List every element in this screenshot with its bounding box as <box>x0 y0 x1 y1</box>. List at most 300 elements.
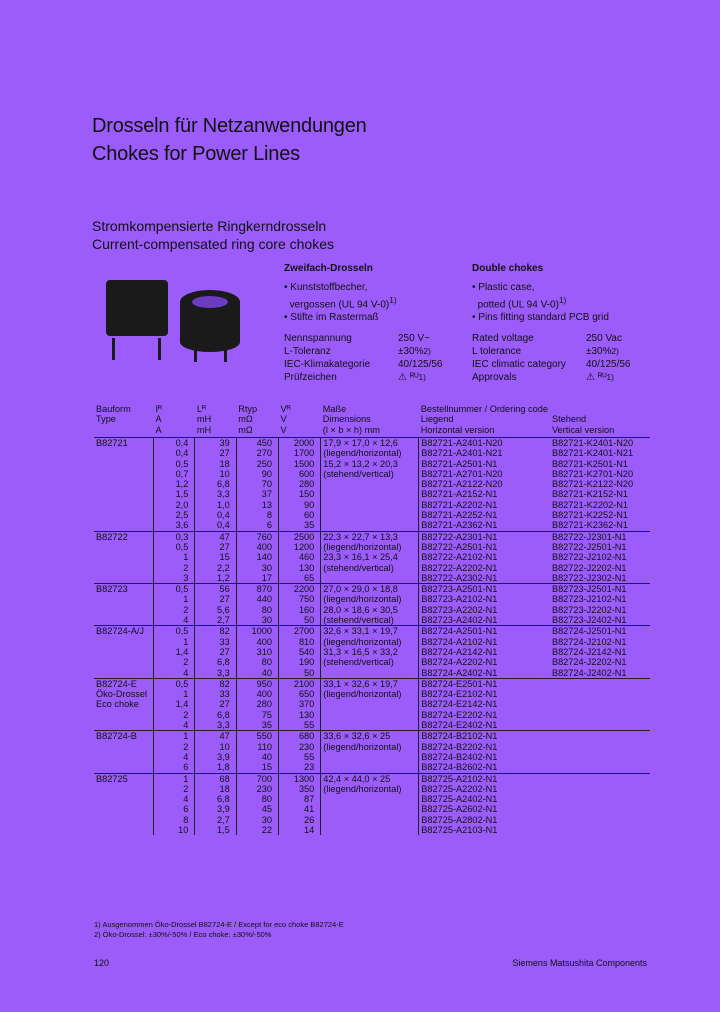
cell-dimensions <box>321 510 419 520</box>
cell-vertical-code <box>550 815 650 825</box>
cell-voltage: 2500 <box>279 531 321 542</box>
cell-dimensions: (liegend/horizontal) <box>321 742 419 752</box>
english-spec-title: Double chokes <box>472 263 544 274</box>
cell-current: 0,5 <box>153 678 194 689</box>
cell-voltage: 1300 <box>279 773 321 784</box>
cell-dimensions <box>321 520 419 531</box>
cell-dimensions: 27,0 × 29,0 × 18,8 <box>321 584 419 595</box>
cell-type <box>94 742 153 752</box>
company-name: Siemens Matsushita Components <box>512 958 647 968</box>
cell-vertical-code: B82721-K2701-N20 <box>551 468 634 479</box>
cell-horizontal-code: B82724-B2602-N1 <box>419 762 550 773</box>
german-approvals-sup: 1) <box>418 372 426 383</box>
table-row <box>94 520 650 531</box>
cell-horizontal-code: B82721-A2501-N1 <box>419 459 550 469</box>
cell-voltage: 2000 <box>279 438 321 449</box>
cell-resistance: 75 <box>236 710 278 720</box>
cell-vertical-code <box>550 773 650 784</box>
cell-voltage: 130 <box>279 563 321 573</box>
cell-type: B82724-B <box>94 731 153 742</box>
cell-horizontal-code: B82724-A2202-N1 <box>419 657 550 667</box>
cell-dimensions <box>321 668 419 679</box>
cell-current: 0,4 <box>153 438 194 449</box>
cell-horizontal-code: B82724-B2202-N1 <box>419 742 550 752</box>
cell-vertical-code: B82721-K2401-N21 <box>551 448 634 459</box>
cell-current: 0,5 <box>153 626 194 637</box>
cell-voltage: 600 <box>279 469 321 479</box>
page-title-english: Chokes for Power Lines <box>92 143 300 165</box>
cell-horizontal-code: B82721-A2252-N1 <box>419 510 550 520</box>
cell-type <box>94 752 153 762</box>
cell-dimensions <box>321 794 419 804</box>
header-line: Bestellnummer / Ordering code <box>420 404 548 414</box>
cell-dimensions: 22,3 × 22,7 × 13,3 <box>321 531 419 542</box>
cell-current: 0,3 <box>153 531 194 542</box>
cell-voltage: 87 <box>279 794 321 804</box>
cell-inductance: 0,4 <box>195 520 236 531</box>
cell-horizontal-code: B82725-A2602-N1 <box>419 804 550 814</box>
cell-horizontal-code: B82721-A2401-N21 <box>419 448 550 458</box>
table-row <box>94 510 650 520</box>
cell-type <box>94 605 153 615</box>
header-line: mΩ <box>238 424 253 435</box>
header-line: V <box>280 414 287 425</box>
cell-vertical-code <box>550 699 650 709</box>
cell-resistance: 400 <box>236 637 278 647</box>
cell-type <box>94 563 153 573</box>
cell-inductance: 39 <box>195 438 236 449</box>
cell-type <box>94 469 153 479</box>
cell-vertical-code: B82724-J2501-N1 <box>550 626 650 637</box>
cell-vertical-code <box>550 742 650 752</box>
cell-type <box>94 479 153 489</box>
cell-inductance: 0,4 <box>195 510 236 520</box>
cell-vertical-code <box>550 720 650 731</box>
cell-inductance: 33 <box>195 689 236 699</box>
table-row <box>94 459 650 469</box>
table-row <box>94 720 650 731</box>
table-row <box>94 626 650 637</box>
cell-voltage: 810 <box>279 637 321 647</box>
cell-inductance: 1,0 <box>195 500 236 510</box>
cell-type <box>94 459 153 469</box>
cell-vertical-code: B82723-J2402-N1 <box>551 615 627 626</box>
cell-inductance: 33 <box>195 637 236 647</box>
cell-current: 4 <box>153 615 194 626</box>
german-bullet-2: Stifte im Rastermaß <box>290 312 379 324</box>
page-number: 120 <box>94 958 110 968</box>
cell-vertical-code: B82724-J2202-N1 <box>551 657 627 668</box>
cell-type <box>94 573 153 584</box>
table-row <box>94 531 650 542</box>
cell-resistance: 8 <box>236 510 278 520</box>
english-tolerance-label: L tolerance <box>472 346 522 358</box>
section-title-english: Current-compensated ring core chokes <box>92 236 335 252</box>
cell-dimensions <box>321 720 419 731</box>
cell-current: 1,4 <box>153 647 194 657</box>
cell-horizontal-code: B82722-A2301-N1 <box>419 531 550 542</box>
cell-horizontal-code: B82723-A2202-N1 <box>419 605 550 615</box>
cell-dimensions: (stehend/vertical) <box>321 615 419 626</box>
cell-inductance: 1,5 <box>195 825 236 835</box>
cell-horizontal-code: B82724-E2102-N1 <box>419 689 550 699</box>
cell-resistance: 950 <box>236 678 278 689</box>
cell-horizontal-code: B82725-A2402-N1 <box>419 794 550 804</box>
cell-current: 3 <box>153 573 194 584</box>
cell-vertical-code: B82723-J2202-N1 <box>551 604 627 615</box>
cell-vertical-code: B82723-J2102-N1 <box>551 594 627 605</box>
cell-horizontal-code: B82721-A2152-N1 <box>419 489 550 499</box>
english-rated-voltage-label: Rated voltage <box>472 333 534 345</box>
header-line: Lᴿ <box>196 404 207 414</box>
cell-type <box>94 794 153 804</box>
cell-type <box>94 542 153 552</box>
footnote-2: 2) Öko-Drossel: ±30%/-50% / Eco choke: ±30%/-50% <box>94 930 272 939</box>
cell-horizontal-code: B82725-A2102-N1 <box>419 773 550 784</box>
cell-current: 0,5 <box>153 542 194 552</box>
cell-vertical-code: B82721-K2122-N20 <box>551 479 634 490</box>
english-tolerance-value: ±30% <box>586 346 612 358</box>
cell-horizontal-code: B82721-A2401-N20 <box>419 438 550 449</box>
cell-resistance: 17 <box>236 573 278 584</box>
cell-resistance: 80 <box>236 657 278 667</box>
cell-dimensions: 33,6 × 32,6 × 25 <box>321 731 419 742</box>
header-line: mH <box>196 424 212 435</box>
table-row <box>94 710 650 720</box>
table-row <box>94 742 650 752</box>
english-bullet-1: Plastic case, <box>478 282 535 293</box>
cell-inductance: 27 <box>195 542 236 552</box>
cell-current: 2 <box>153 563 194 573</box>
cell-current: 10 <box>153 825 194 835</box>
cell-horizontal-code: B82721-A2122-N20 <box>419 479 550 489</box>
cell-current: 1 <box>153 637 194 647</box>
cell-voltage: 50 <box>279 615 321 626</box>
cell-vertical-code <box>550 710 650 720</box>
header-line: V <box>280 424 287 435</box>
cell-type <box>94 615 153 626</box>
table-row <box>94 815 650 825</box>
german-tolerance-label: L-Toleranz <box>284 346 331 358</box>
cell-inductance: 1,2 <box>195 573 236 584</box>
cell-inductance: 56 <box>195 584 236 595</box>
german-approvals-label: Prüfzeichen <box>284 372 337 384</box>
german-rated-voltage-label: Nennspannung <box>284 333 352 345</box>
cell-dimensions: 17,9 × 17,0 × 12,6 <box>321 438 419 449</box>
cell-resistance: 22 <box>236 825 278 835</box>
table-row <box>94 489 650 499</box>
header-line: Type <box>96 414 116 425</box>
header-type <box>94 404 153 438</box>
table-row <box>94 668 650 679</box>
cell-type <box>94 710 153 720</box>
cell-inductance: 27 <box>195 647 236 657</box>
cell-inductance: 27 <box>195 699 236 709</box>
cell-voltage: 1500 <box>279 459 321 469</box>
cell-type <box>94 594 153 604</box>
cell-resistance: 80 <box>236 605 278 615</box>
cell-resistance: 30 <box>236 615 278 626</box>
cell-current: 2 <box>153 784 194 794</box>
cell-current: 8 <box>153 815 194 825</box>
cell-horizontal-code: B82723-A2501-N1 <box>419 584 550 595</box>
cell-resistance: 400 <box>236 542 278 552</box>
cell-inductance: 47 <box>195 731 236 742</box>
cell-vertical-code: B82721-K2362-N1 <box>551 520 629 531</box>
cell-inductance: 3,3 <box>195 489 236 499</box>
page-title-german: Drosseln für Netzanwendungen <box>92 115 367 137</box>
table-row <box>94 784 650 794</box>
english-tolerance-sup: 2) <box>611 346 619 357</box>
cell-vertical-code <box>550 689 650 699</box>
header-line: Stehend <box>551 414 587 425</box>
cell-resistance: 35 <box>236 720 278 731</box>
cell-resistance: 45 <box>236 804 278 814</box>
table-row <box>94 762 650 773</box>
cell-horizontal-code: B82722-A2302-N1 <box>419 573 550 584</box>
header-line: Vertical version <box>551 424 615 435</box>
cell-horizontal-code: B82722-A2102-N1 <box>419 552 550 562</box>
cell-voltage: 41 <box>279 804 321 814</box>
english-bullet-1b: potted (UL 94 V-0) <box>477 299 559 311</box>
cell-inductance: 6,8 <box>195 479 236 489</box>
cell-dimensions <box>321 752 419 762</box>
cell-horizontal-code: B82721-A2202-N1 <box>419 500 550 510</box>
cell-inductance: 82 <box>195 626 236 637</box>
cell-inductance: 2,7 <box>195 615 236 626</box>
cell-type <box>94 825 153 835</box>
cell-vertical-code: B82724-J2102-N1 <box>551 636 627 647</box>
cell-dimensions: (stehend/vertical) <box>321 657 419 667</box>
english-approval-marks: ⚠ ᴿᵁ <box>586 372 607 384</box>
english-approvals-label: Approvals <box>472 372 517 384</box>
section-title-german: Stromkompensierte Ringkerndrosseln <box>92 218 327 234</box>
cell-resistance: 310 <box>236 647 278 657</box>
header-line: mH <box>196 414 212 425</box>
cell-dimensions <box>321 489 419 499</box>
header-line: (l × b × h) mm <box>322 424 380 435</box>
cell-dimensions: 31,3 × 16,5 × 33,2 <box>321 647 419 657</box>
cell-vertical-code <box>550 825 650 835</box>
cell-voltage: 23 <box>279 762 321 773</box>
header-line <box>552 404 648 414</box>
english-bullet-1-sup: 1) <box>558 295 567 305</box>
cell-resistance: 700 <box>236 773 278 784</box>
cell-resistance: 270 <box>236 448 278 458</box>
table-row <box>94 699 650 709</box>
cell-resistance: 450 <box>236 438 278 449</box>
cell-inductance: 18 <box>195 459 236 469</box>
cell-resistance: 400 <box>236 689 278 699</box>
cell-resistance: 110 <box>236 742 278 752</box>
german-bullet-1b: vergossen (UL 94 V-0) <box>289 299 390 311</box>
cell-inductance: 6,8 <box>195 794 236 804</box>
table-row <box>94 500 650 510</box>
cell-current: 2 <box>153 605 194 615</box>
header-resistance <box>236 404 278 438</box>
cell-horizontal-code: B82724-A2402-N1 <box>419 668 550 679</box>
english-spec-block: Double chokes • Plastic case, potted (UL 94 V-0)$^{1)}$ • Pins fitting standard PCB grid Rated voltage 250 Vac L tolerance ±30% 2) IEC climatic category 40/125/56 Approvals ⚠ ᴿᵁ 1) <box>472 263 631 384</box>
cell-voltage: 280 <box>279 479 321 489</box>
cell-horizontal-code: B82724-B2402-N1 <box>419 752 550 762</box>
table-row <box>94 594 650 604</box>
cell-horizontal-code: B82724-E2202-N1 <box>419 710 550 720</box>
german-approval-marks: ⚠ ᴿᵁ <box>398 372 419 384</box>
cell-type <box>94 668 153 679</box>
cell-voltage: 90 <box>279 500 321 510</box>
cell-resistance: 250 <box>236 459 278 469</box>
footnote-1: 1) Ausgenommen Öko-Drossel B82724-E / Except for eco choke B82724-E <box>94 920 344 929</box>
table-row <box>94 657 650 667</box>
cell-resistance: 440 <box>236 594 278 604</box>
cell-dimensions <box>321 710 419 720</box>
cell-current: 0,4 <box>153 448 194 458</box>
header-line: Iᴿ <box>155 404 163 414</box>
cell-horizontal-code: B82725-A2103-N1 <box>419 825 550 835</box>
cell-resistance: 30 <box>236 563 278 573</box>
cell-dimensions <box>321 762 419 773</box>
cell-horizontal-code: B82725-A2802-N1 <box>419 815 550 825</box>
cell-resistance: 90 <box>236 469 278 479</box>
header-line: Dimensions <box>322 414 371 425</box>
table-row <box>94 479 650 489</box>
cell-dimensions: (liegend/horizontal) <box>321 448 419 458</box>
cell-type <box>94 448 153 458</box>
cell-vertical-code: B82721-K2202-N1 <box>551 499 629 510</box>
german-climate-label: IEC-Klimakategorie <box>284 359 371 371</box>
cell-vertical-code: B82721-K2152-N1 <box>551 489 629 500</box>
cell-vertical-code: B82722-J2102-N1 <box>551 552 627 563</box>
cell-dimensions: (liegend/horizontal) <box>321 542 419 552</box>
german-tolerance-sup: 2) <box>423 346 431 357</box>
cell-dimensions: (stehend/vertical) <box>321 469 419 479</box>
cell-current: 0,5 <box>153 459 194 469</box>
cell-dimensions: 32,6 × 33,1 × 19,7 <box>321 626 419 637</box>
cell-horizontal-code: B82724-E2501-N1 <box>419 678 550 689</box>
cell-type: B82724-A/J <box>94 626 153 637</box>
cell-horizontal-code: B82722-A2501-N1 <box>419 542 550 552</box>
table-row <box>94 563 650 573</box>
table-header-row <box>94 404 650 438</box>
cell-voltage: 55 <box>279 720 321 731</box>
cell-current: 1 <box>153 552 194 562</box>
cell-inductance: 18 <box>195 784 236 794</box>
cell-inductance: 6,8 <box>195 710 236 720</box>
cell-voltage: 680 <box>279 731 321 742</box>
cell-type: B82725 <box>94 773 153 784</box>
header-line: Horizontal version <box>420 424 495 435</box>
cell-dimensions <box>321 500 419 510</box>
cell-resistance: 13 <box>236 500 278 510</box>
product-photo <box>98 258 250 366</box>
table-row <box>94 438 650 449</box>
cell-horizontal-code: B82724-E2142-N1 <box>419 699 550 709</box>
footnotes <box>94 920 344 940</box>
table-row <box>94 584 650 595</box>
cell-resistance: 870 <box>236 584 278 595</box>
german-tolerance-value: ±30% <box>398 346 424 358</box>
header-line: Rtyp <box>238 404 258 414</box>
english-bullet-2: Pins fitting standard PCB grid <box>478 312 609 324</box>
cell-vertical-code: B82724-J2142-N1 <box>551 646 627 657</box>
cell-horizontal-code: B82725-A2202-N1 <box>419 784 550 794</box>
cell-voltage: 160 <box>279 605 321 615</box>
table-row <box>94 448 650 458</box>
cell-dimensions: (liegend/horizontal) <box>321 784 419 794</box>
cell-voltage: 460 <box>279 552 321 562</box>
cell-inductance: 3,3 <box>195 668 236 679</box>
cell-horizontal-code: B82721-A2362-N1 <box>419 520 550 531</box>
cell-current: 6 <box>153 804 194 814</box>
cell-resistance: 37 <box>236 489 278 499</box>
cell-vertical-code <box>550 794 650 804</box>
cell-current: 4 <box>153 668 194 679</box>
cell-current: 4 <box>153 720 194 731</box>
cell-dimensions: 23,3 × 16,1 × 25,4 <box>321 552 419 562</box>
cell-resistance: 40 <box>236 668 278 679</box>
cell-inductance: 3,9 <box>195 804 236 814</box>
cell-voltage: 2200 <box>279 584 321 595</box>
cell-inductance: 5,6 <box>195 605 236 615</box>
cell-type <box>94 552 153 562</box>
cell-voltage: 1200 <box>279 542 321 552</box>
cell-inductance: 68 <box>195 773 236 784</box>
cell-dimensions: 15,2 × 13,2 × 20,3 <box>321 459 419 469</box>
cell-type: Öko-Drossel <box>96 689 148 700</box>
cell-resistance: 15 <box>236 762 278 773</box>
cell-voltage: 65 <box>279 573 321 584</box>
cell-current: 2 <box>153 710 194 720</box>
cell-type: B82722 <box>94 531 153 542</box>
cell-horizontal-code: B82723-A2402-N1 <box>419 615 550 626</box>
header-current <box>153 404 194 438</box>
cell-current: 1 <box>153 689 194 699</box>
cell-dimensions <box>321 573 419 584</box>
cell-voltage: 2700 <box>279 626 321 637</box>
table-row <box>94 469 650 479</box>
cell-inductance: 2,7 <box>195 815 236 825</box>
table-row <box>94 552 650 562</box>
cell-vertical-code <box>550 678 650 689</box>
cell-voltage: 35 <box>279 520 321 531</box>
cell-type: B82723 <box>94 584 153 595</box>
cell-dimensions: (liegend/horizontal) <box>321 594 419 604</box>
cell-voltage: 540 <box>279 647 321 657</box>
german-rated-voltage-value: 250 V~ <box>398 333 430 345</box>
cell-vertical-code <box>550 731 650 742</box>
cell-vertical-code: B82722-J2202-N1 <box>551 562 627 573</box>
table-row <box>94 689 650 699</box>
english-approvals-sup: 1) <box>606 372 614 383</box>
cell-current: 4 <box>153 794 194 804</box>
cell-current: 1,2 <box>153 479 194 489</box>
cell-voltage: 230 <box>279 742 321 752</box>
cell-current: 1 <box>153 594 194 604</box>
table-row <box>94 615 650 626</box>
cell-dimensions <box>321 479 419 489</box>
header-line: A <box>155 414 162 425</box>
cell-current: 2 <box>153 657 194 667</box>
table-row <box>94 794 650 804</box>
cell-resistance: 6 <box>236 520 278 531</box>
cell-inductance: 10 <box>195 742 236 752</box>
cell-resistance: 70 <box>236 479 278 489</box>
cell-voltage: 190 <box>279 657 321 667</box>
table-row <box>94 605 650 615</box>
table-row <box>94 678 650 689</box>
table-row <box>94 637 650 647</box>
table-row <box>94 773 650 784</box>
